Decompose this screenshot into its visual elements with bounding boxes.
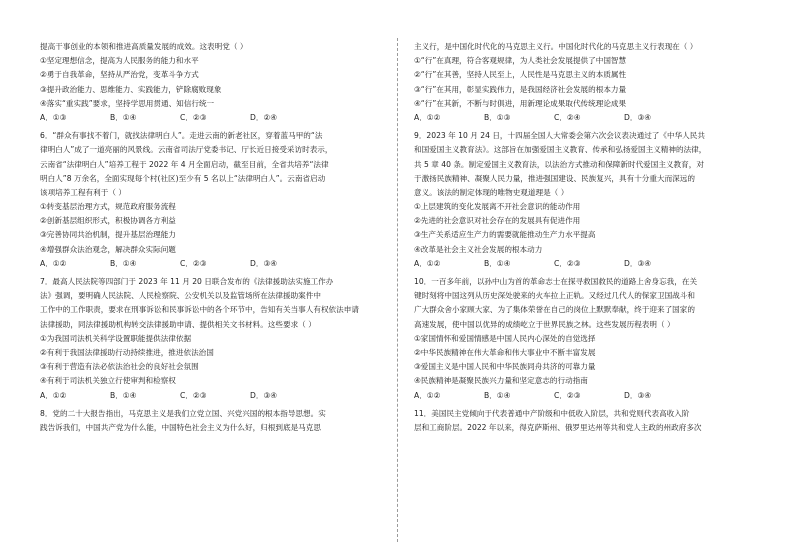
text-line: ①家国情怀和爱国情感是中国人民内心深处的自觉选择 xyxy=(414,333,596,343)
text-line: 主义行，是中国化时代化的马克思主义行。中国化时代化的马克思主义行表现在（ ） xyxy=(414,42,698,51)
text-line: 高速发展，使中国以优异的成绩屹立于世界民族之林。这些发展历程表明（ ） xyxy=(414,319,675,329)
text-line: 提高干事创业的本领和推进高质量发展的成效。这表明党（ ） xyxy=(40,42,248,51)
text-line: 键时刻将中国这列从历史深处驶来的火车拉上正轨。又经过几代人的保家卫国战斗和 xyxy=(414,291,695,301)
text-line: ②创新基层组织形式，积极协调各方利益 xyxy=(40,216,176,226)
text-line: ③生产关系适应生产力的需要就能推动生产力水平提高 xyxy=(414,230,596,240)
answer-option: D．③④ xyxy=(624,258,652,268)
text-line: ②有利于我国法律援助行动持续推进，推进依法治国 xyxy=(40,347,214,357)
text-line: 10．一百多年前，以孙中山为首的革命志士在探寻救国救民的道路上舍身忘我，在关 xyxy=(414,277,698,286)
answer-options xyxy=(414,111,754,125)
answer-option: C．②③ xyxy=(180,258,207,268)
answer-option: A．①② xyxy=(40,390,67,400)
answer-options xyxy=(40,257,380,271)
answer-option: B．①④ xyxy=(110,258,137,268)
text-line: 8．党的二十大报告指出，马克思主义是我们立党立国、兴党兴国的根本指导思想。实 xyxy=(40,408,326,418)
text-line: ①上层建筑的变化发展离不开社会意识的能动作用 xyxy=(414,202,581,212)
answer-option: D．③④ xyxy=(250,258,278,268)
text-line: 9．2023 年 10 月 24 日，十四届全国人大常委会第六次会议表决通过了《中华人民共 xyxy=(414,131,705,141)
answer-options xyxy=(40,389,380,403)
answer-option: C．②③ xyxy=(180,390,207,400)
text-line: ①“行”在真理，符合客观规律，为人类社会发展提供了中国智慧 xyxy=(414,56,627,66)
text-line: ②“行”在其善，坚持人民至上，人民性是马克思主义的本质属性 xyxy=(414,70,627,80)
answer-option: C．②③ xyxy=(554,390,581,400)
text-line: 意义。该法的制定体现的唯物史观道理是（ ） xyxy=(414,187,569,197)
answer-option: B．①④ xyxy=(110,390,137,400)
text-line: ③提升政治能力、思维能力、实践能力，铲除腐败现象 xyxy=(40,84,222,94)
answer-option: D．③④ xyxy=(624,390,652,400)
left-column xyxy=(40,40,380,435)
text-line: ③“行”在其用，彰显实践伟力，是我国经济社会发展的根本力量 xyxy=(414,84,627,94)
text-line: 广大群众舍小家顾大家、为了集体荣誉在自己的岗位上默默奉献，终于迎来了国家的 xyxy=(414,305,695,315)
text-line: ③爱国主义是中国人民和中华民族同舟共济的可靠力量 xyxy=(414,362,596,372)
answer-option: D．②④ xyxy=(250,112,278,122)
text-line: 7．最高人民法院等四部门于 2023 年 11 月 20 日联合发布的《法律援助法实施工作办 xyxy=(40,277,334,286)
text-line: ④“行”在其新，不断与时俱进，用新理论成果取代传统理论成果 xyxy=(414,98,627,108)
text-line: ①转变基层治理方式，规范政府服务流程 xyxy=(40,202,176,212)
text-line: 6．“群众有事找不着门，就找法律明白人”。走进云南的新老社区，穿着蓝马甲的“法 xyxy=(40,131,323,141)
text-line: ①为我国司法机关科学设置职能提供法律依据 xyxy=(40,333,192,343)
answer-option: B．①③ xyxy=(484,112,511,122)
text-line: 层和工商阶层。2022 年以来，得克萨斯州、俄罗里达州等共和党人主政的州政府多次 xyxy=(414,422,702,432)
answer-options xyxy=(40,111,380,125)
answer-options xyxy=(414,257,754,271)
text-line: 该项培养工程有利于（ ） xyxy=(40,187,126,197)
answer-option: C．②③ xyxy=(180,112,207,122)
answer-options xyxy=(414,389,754,403)
text-line: ③完善协同共治机制，提升基层治理能力 xyxy=(40,230,176,240)
text-line: 律明白人”成了一道亮丽的风景线。云南省司法厅党委书记、厅长近日接受采访时表示， xyxy=(40,145,333,155)
text-line: 法》强调，要明确人民法院、人民检察院、公安机关以及监管场所在法律援助案件中 xyxy=(40,291,321,301)
text-line: 法律援助，同法律援助机构转交法律援助申请、提供相关文书材料。这些要求（ ） xyxy=(40,319,316,329)
right-column xyxy=(414,40,754,435)
answer-option: A．①② xyxy=(414,258,441,268)
text-line: 11．美国民主党倾向于代表普通中产阶级和中低收入阶层，共和党则代表高收入阶 xyxy=(414,408,690,418)
answer-option: A．①② xyxy=(40,258,67,268)
text-line: 明白人”8 万余名，全面实现每个村(社区)至少有 5 名以上“法律明白人”。云南省启动 xyxy=(40,173,326,183)
text-line: ①坚定理想信念，提高为人民服务的能力和水平 xyxy=(40,56,199,66)
answer-option: A．①③ xyxy=(40,112,67,122)
answer-option: C．②③ xyxy=(554,258,581,268)
answer-option: B．①④ xyxy=(484,258,511,268)
text-line: 践告诉我们，中国共产党为什么能，中国特色社会主义为什么好，归根到底是马克思 xyxy=(40,422,321,432)
text-line: 于激扬民族精神、凝聚人民力量，推进强国建设、民族复兴，具有十分重大而深远的 xyxy=(414,173,695,183)
text-line: ②勇于自我革命，坚持从严治党，变革斗争方式 xyxy=(40,70,199,80)
text-line: 工作中的工作职责，要求在刑事诉讼和民事诉讼中的各个环节中，告知有关当事人有权依法申请 xyxy=(40,305,359,315)
answer-option: D．③④ xyxy=(250,390,278,400)
text-line: ④改革是社会主义社会发展的根本动力 xyxy=(414,244,543,254)
text-line: ④有利于司法机关独立行使审判和检察权 xyxy=(40,376,176,386)
text-line: ③有利于营造有法必依法治社会的良好社会氛围 xyxy=(40,362,199,372)
text-line: 共 5 章 40 条。制定爱国主义教育法，以法治方式推动和保障新时代爱国主义教育，对 xyxy=(414,159,704,169)
answer-option: B．①④ xyxy=(110,112,137,122)
answer-option: C．②④ xyxy=(554,112,581,122)
answer-option: A．①② xyxy=(414,390,441,400)
text-line: ④增强群众法治观念，解决群众实际问题 xyxy=(40,244,176,254)
column-divider xyxy=(397,38,398,542)
answer-option: B．①④ xyxy=(484,390,511,400)
text-line: 和国爱国主义教育法》。这部旨在加强爱国主义教育、传承和弘扬爱国主义精神的法律， xyxy=(414,145,707,155)
text-line: ②先进的社会意识对社会存在的发展具有促进作用 xyxy=(414,216,581,226)
text-line: ④民族精神是凝聚民族兴力量和坚定意志的行动指南 xyxy=(414,376,588,386)
text-line: 云南省“法律明白人”培养工程于 2022 年 4 月全面启动，截至目前，全省共培养“法律 xyxy=(40,159,329,169)
text-line: ②中华民族精神在伟大革命和伟大事业中不断丰富发展 xyxy=(414,347,596,357)
answer-option: D．③④ xyxy=(624,112,652,122)
text-line: ④落实“重实践”要求，坚持学思用贯通、知信行统一 xyxy=(40,98,215,108)
answer-option: A．①② xyxy=(414,112,441,122)
